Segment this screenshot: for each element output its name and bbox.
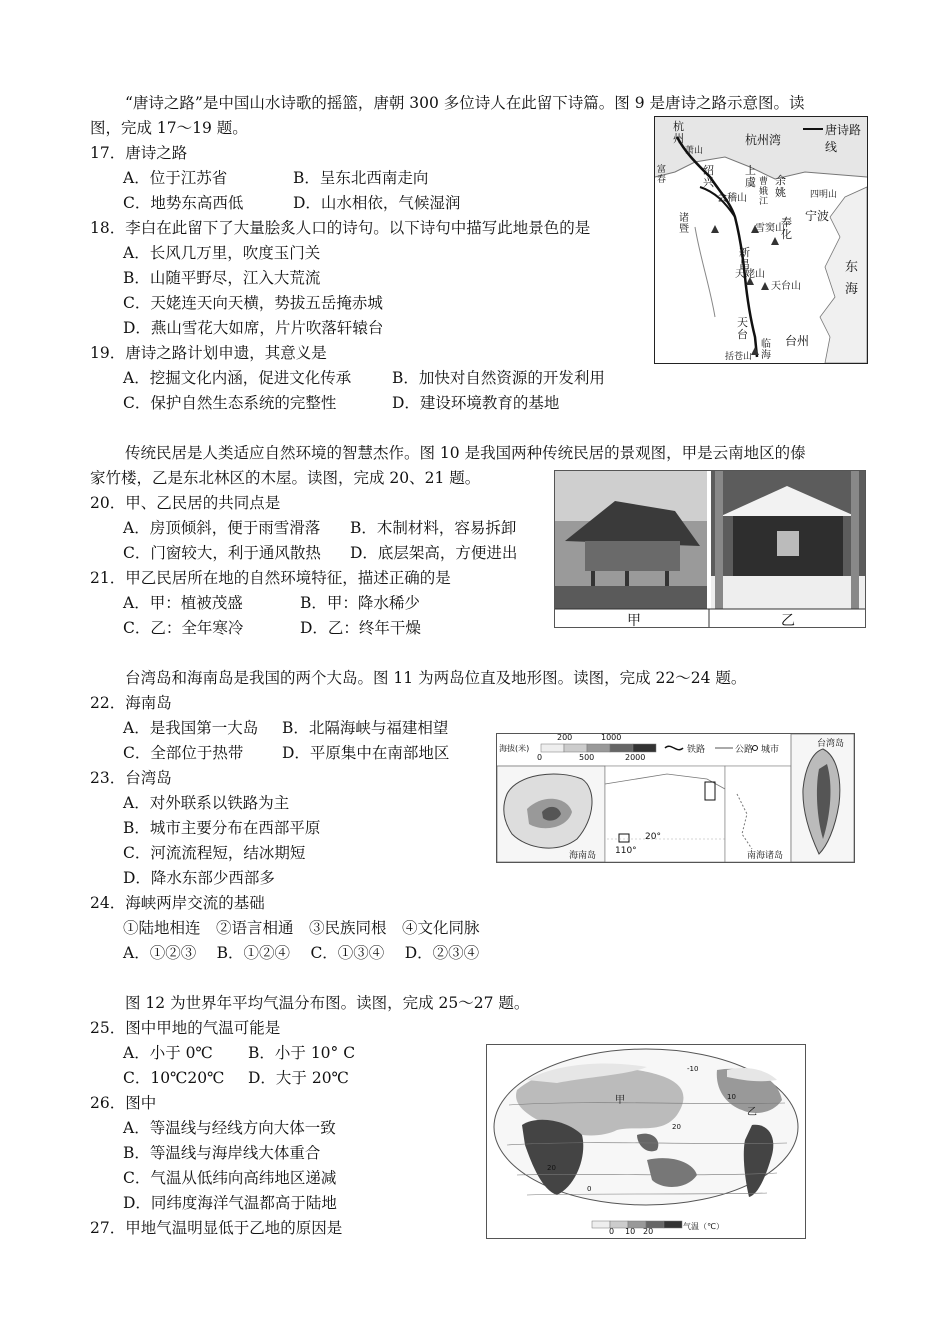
option-d: D．燕山雪花大如席，片片吹落轩辕台: [123, 319, 384, 337]
option-c: C．10℃20℃: [123, 1069, 225, 1087]
option-b: B．城市主要分布在西部平原: [123, 819, 321, 837]
option-a: A．位于江苏省: [123, 169, 228, 187]
option-c: C．天姥连天向天横，势拔五岳掩赤城: [123, 294, 383, 312]
intro-text: 台湾岛和海南岛是我国的两个大岛。图 11 为两岛位直及地形图。读图，完成 22～24 题。: [125, 669, 747, 687]
option-d: D．平原集中在南部地区: [282, 744, 450, 762]
legend-tick: 2000: [625, 753, 646, 762]
legend-road: 公路: [735, 745, 754, 755]
option-d: D．降水东部少西部多: [123, 869, 275, 887]
question-25: 25．图中甲地的气温可能是: [90, 1019, 281, 1037]
option-a: A．房顶倾斜，便于雨雪滑落: [123, 519, 321, 537]
map-place-label: 天台山: [771, 281, 801, 292]
isotherm-label: -10: [687, 1065, 699, 1073]
scale-tick: 10: [625, 1227, 636, 1236]
option-c: C．乙：全年寒冷: [123, 619, 244, 637]
legend-rail: 铁路: [687, 745, 706, 755]
question-19: 19．唐诗之路计划申遗，其意义是: [90, 344, 327, 362]
map-place-label: 曹娥江: [759, 177, 769, 207]
intro-text: 图，完成 17～19 题。: [90, 119, 248, 137]
isotherm-label: 10: [727, 1093, 736, 1101]
islands-map: [496, 733, 855, 863]
longitude-label: 110°: [615, 846, 637, 856]
option-c: C．地势东高西低: [123, 194, 244, 212]
question-24: 24．海峡两岸交流的基础: [90, 894, 265, 912]
option-c: C．门窗较大，利于通风散热: [123, 544, 321, 562]
question-26: 26．图中: [90, 1094, 157, 1112]
statement-list: ①陆地相连 ②语言相通 ③民族同根 ④文化同脉: [123, 919, 480, 937]
dwelling-photos: [554, 470, 866, 628]
map-place-label: 天姥山: [735, 269, 765, 280]
option-b: B．等温线与海岸线大体重合: [123, 1144, 321, 1162]
map-place-label: 上虞: [745, 164, 756, 189]
option-a: A．长风几万里，吹度玉门关: [123, 244, 321, 262]
option-c: C．河流流程短，结冰期短: [123, 844, 306, 862]
map-place-label: 绍兴: [703, 164, 714, 189]
scale-tick: 20: [643, 1227, 654, 1236]
question-27: 27．甲地气温明显低于乙地的原因是: [90, 1219, 343, 1237]
option-c: C．保护自然生态系统的完整性: [123, 394, 337, 412]
option-b: B．小于 10° C: [248, 1044, 356, 1062]
tang-poetry-road-map: [654, 116, 868, 364]
scale-unit: 气温（℃）: [683, 1222, 724, 1231]
question-18: 18．李白在此留下了大量脍炙人口的诗句。以下诗句中描写此地景色的是: [90, 219, 591, 237]
option-b: B．呈东北西南走向: [293, 169, 429, 187]
map-place-label: 雪窦山: [755, 223, 785, 234]
option-d: D．乙：终年干燥: [300, 619, 421, 637]
question-17: 17．唐诗之路: [90, 144, 188, 162]
scale-tick: 0: [609, 1227, 615, 1236]
map-place-label: 四明山: [810, 190, 838, 200]
option-d: D．同纬度海洋气温都高于陆地: [123, 1194, 337, 1212]
latitude-label: 20°: [645, 832, 661, 842]
isotherm-label: 20: [547, 1164, 556, 1172]
map-place-label: 杭州湾: [745, 133, 782, 147]
intro-text: 传统民居是人类适应自然环境的智慧杰作。图 10 是我国两种传统民居的景观图，甲是云南地区的傣: [125, 444, 806, 462]
map-place-label: 天台: [737, 316, 748, 341]
intro-text: 家竹楼，乙是东北林区的木屋。读图，完成 20、21 题。: [90, 469, 481, 487]
option-b: B．加快对自然资源的开发利用: [392, 369, 605, 387]
isotherm-label: 0: [587, 1185, 592, 1193]
option-b: B．山随平野尽，江入大荒流: [123, 269, 321, 287]
world-temperature-map: [486, 1044, 806, 1239]
map-place-label: 宁波: [805, 209, 830, 223]
option-a: A．甲：植被茂盛: [123, 594, 243, 612]
intro-text: “唐诗之路”是中国山水诗歌的摇篮，唐朝 300 多位诗人在此留下诗篇。图 9 是唐诗之路示意图。读: [125, 94, 805, 112]
photo-label-jia: 甲: [627, 613, 641, 628]
option-d: D．建设环境教育的基地: [392, 394, 560, 412]
question-22: 22．海南岛: [90, 694, 172, 712]
option-b: B．甲：降水稀少: [300, 594, 420, 612]
map-place-label: 萧山: [685, 146, 704, 156]
choice-list: A．①②③ B．①②④ C．①③④ D．②③④: [123, 944, 480, 962]
option-d: D．山水相依，气候湿润: [293, 194, 461, 212]
map-place-label: 台州: [785, 334, 810, 348]
legend-tick: 0: [537, 753, 543, 762]
point-jia-label: 甲: [615, 1095, 625, 1106]
intro-text: 图 12 为世界年平均气温分布图。读图，完成 25～27 题。: [125, 994, 530, 1012]
map-place-label: 括苍山: [725, 352, 753, 362]
photo-label-yi: 乙: [781, 613, 795, 628]
map-place-label: 诸暨: [679, 213, 689, 235]
hainan-label: 海南岛: [569, 851, 597, 861]
map-place-label: 奉化: [781, 216, 792, 241]
map-place-label: 临海: [761, 339, 771, 361]
legend-tick: 200: [557, 733, 573, 742]
option-a: A．小于 0℃: [123, 1044, 213, 1062]
legend-title: 海拔(米): [499, 744, 530, 753]
option-a: A．对外联系以铁路为主: [123, 794, 290, 812]
map-place-label: 会稽山: [717, 193, 747, 204]
legend-city: 城市: [761, 745, 780, 755]
option-d: D．大于 20℃: [248, 1069, 349, 1087]
question-20: 20．甲、乙民居的共同点是: [90, 494, 281, 512]
option-c: C．全部位于热带: [123, 744, 244, 762]
map-place-label: 富春: [657, 165, 667, 185]
map-place-label: 杭州: [673, 120, 684, 145]
isotherm-label: 20: [672, 1123, 681, 1131]
map-place-label: 余姚: [775, 174, 786, 199]
question-21: 21．甲乙民居所在地的自然环境特征，描述正确的是: [90, 569, 451, 587]
option-c: C．气温从低纬向高纬地区递减: [123, 1169, 337, 1187]
option-a: A．等温线与经线方向大体一致: [123, 1119, 336, 1137]
option-a: A．挖掘文化内涵，促进文化传承: [123, 369, 352, 387]
legend-tick: 500: [579, 753, 595, 762]
option-b: B．北隔海峡与福建相望: [282, 719, 449, 737]
option-a: A．是我国第一大岛: [123, 719, 259, 737]
nanhai-label: 南海诸岛: [747, 851, 784, 861]
map-place-label: 东海: [845, 260, 859, 297]
question-23: 23．台湾岛: [90, 769, 172, 787]
taiwan-label: 台湾岛: [817, 739, 845, 749]
map-legend-label: 唐诗路线: [825, 123, 862, 154]
legend-tick: 1000: [601, 733, 622, 742]
option-b: B．木制材料，容易拆卸: [350, 519, 517, 537]
map-place-label: 新昌: [739, 246, 750, 271]
point-yi-label: 乙: [747, 1107, 757, 1118]
option-d: D．底层架高，方便进出: [350, 544, 518, 562]
